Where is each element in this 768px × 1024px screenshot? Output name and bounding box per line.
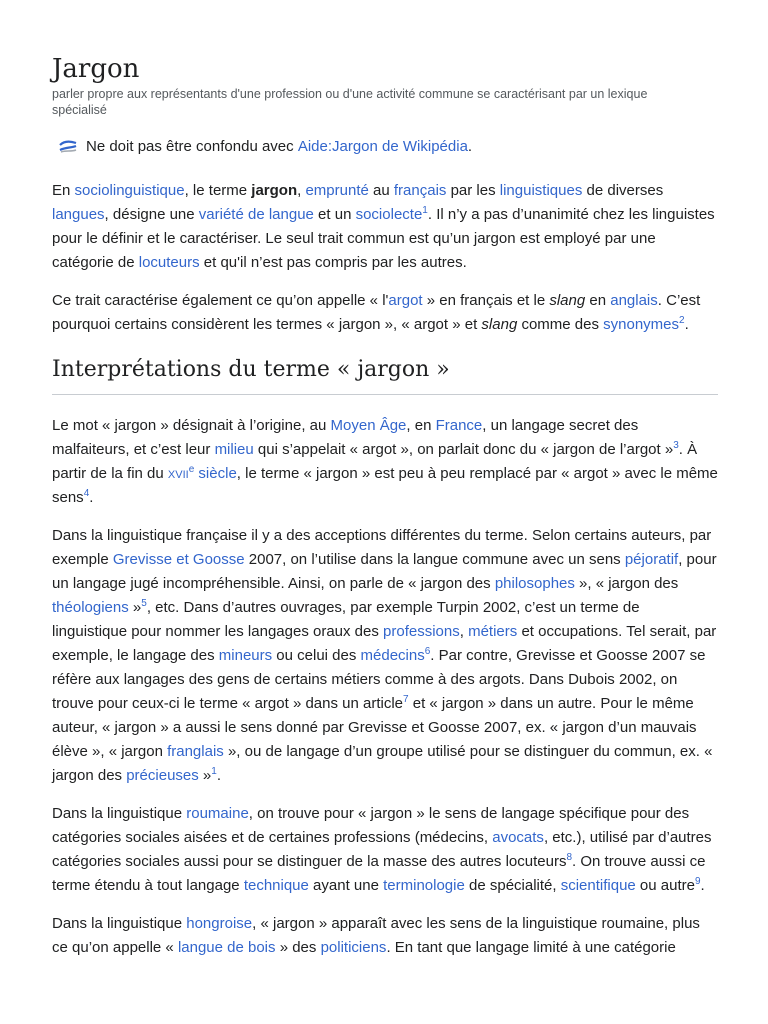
- text: en: [585, 292, 611, 309]
- bold-term: jargon: [251, 182, 298, 199]
- text: » des: [275, 939, 321, 956]
- text: et occupations. Tel serait, par exemple, le langage des: [52, 623, 717, 664]
- paragraph-3: [52, 414, 718, 510]
- text: Le mot « jargon » désignait à l’origine, au: [52, 417, 331, 434]
- link-roumaine[interactable]: roumaine: [186, 805, 249, 822]
- link-variete-de-langue[interactable]: variété de langue: [198, 206, 314, 223]
- link-langue-de-bois[interactable]: langue de bois: [177, 939, 276, 956]
- link-anglais[interactable]: anglais: [610, 292, 658, 309]
- footnote-ref[interactable]: 4: [83, 488, 90, 499]
- link-metiers[interactable]: métiers: [468, 623, 518, 640]
- text: comme des: [517, 316, 604, 333]
- hatnote-link[interactable]: Aide:Jargon de Wikipédia: [297, 138, 468, 155]
- link-synonymes[interactable]: synonymes: [603, 316, 680, 333]
- text: et qu'il n’est pas compris par les autres.: [199, 254, 467, 271]
- article-body: [52, 179, 718, 974]
- link-franglais[interactable]: franglais: [167, 743, 224, 760]
- section-heading: Interprétations du terme « jargon »: [52, 355, 718, 395]
- text: 2007, on l’utilise dans la langue commune avec un sens: [244, 551, 625, 568]
- century-numeral: xvii: [167, 465, 189, 482]
- text: » en français et le: [422, 292, 550, 309]
- link-francais[interactable]: français: [393, 182, 447, 199]
- paragraph-6: [52, 912, 718, 960]
- text: En: [52, 182, 75, 199]
- footnote-ref[interactable]: 8: [566, 852, 573, 863]
- link-france[interactable]: France: [435, 417, 483, 434]
- text: . À partir de la fin du: [52, 441, 698, 482]
- link-technique[interactable]: technique: [243, 877, 309, 894]
- text: . En tant que langage limité à une catégorie: [386, 939, 676, 956]
- link-text: siècle: [194, 465, 237, 482]
- hatnote-suffix: .: [467, 138, 473, 155]
- text: Ce trait caractérise également ce qu’on appelle « l': [52, 292, 389, 309]
- text: . Il n’y a pas d’unanimité chez les linguistes pour le définir et le caractériser. Le seul trait commun est qu’un jargon est employé par une catégorie de: [52, 206, 715, 271]
- link-xviie-siecle[interactable]: [168, 465, 237, 482]
- text: de diverses: [582, 182, 664, 199]
- text: .: [700, 877, 705, 894]
- text: . C’est pourquoi certains considèrent les termes « jargon », « argot » et: [52, 292, 701, 333]
- link-locuteurs[interactable]: locuteurs: [138, 254, 200, 271]
- footnote-ref[interactable]: 5: [141, 598, 147, 609]
- footnote-ref[interactable]: 6: [424, 646, 431, 657]
- footnote-ref[interactable]: 3: [673, 440, 679, 451]
- link-moyen-age[interactable]: Moyen Âge: [330, 417, 407, 434]
- link-politiciens[interactable]: politiciens: [320, 939, 387, 956]
- text: ,: [459, 623, 469, 640]
- text: ou celui des: [272, 647, 361, 664]
- text: ayant une: [308, 877, 384, 894]
- text: Dans la linguistique: [52, 915, 187, 932]
- text: », ou de langage d’un groupe utilisé pour se distinguer du commun, ex. « jargon des: [52, 743, 713, 784]
- link-scientifique[interactable]: scientifique: [560, 877, 636, 894]
- text: . Par contre, Grevisse et Goosse 2007 se réfère aux langages des gens de certains métiers comme à des argots. Dans Dubois 2002, on trouve pour ceux-ci le terme « argot » dans un article: [52, 647, 706, 712]
- link-sociolinguistique[interactable]: sociolinguistique: [74, 182, 185, 199]
- paragraph-5: [52, 802, 718, 898]
- footnote-ref[interactable]: 2: [679, 315, 685, 326]
- text: . On trouve aussi ce terme étendu à tout langage: [52, 853, 706, 894]
- text: par les: [446, 182, 500, 199]
- link-pejoratif[interactable]: péjoratif: [624, 551, 679, 568]
- link-milieu[interactable]: milieu: [214, 441, 254, 458]
- text: Dans la linguistique: [52, 805, 187, 822]
- text: »: [128, 599, 142, 616]
- text: , « jargon » apparaît avec les sens de la linguistique roumaine, plus ce qu’on appelle «: [52, 915, 700, 956]
- text: », « jargon des: [574, 575, 679, 592]
- text: , le terme: [184, 182, 252, 199]
- page-description: parler propre aux représentants d'une profession ou d'une activité commune se caractérisant par un lexique spécialisé: [52, 87, 648, 117]
- hatnote: [58, 137, 472, 157]
- paragraph-4: [52, 524, 718, 788]
- footnote-ref[interactable]: 9: [694, 876, 701, 887]
- link-terminologie[interactable]: terminologie: [383, 877, 465, 894]
- footnote-ref[interactable]: 1: [422, 205, 428, 216]
- text: de spécialité,: [464, 877, 561, 894]
- link-sociolecte[interactable]: sociolecte: [355, 206, 423, 223]
- italic-term: slang: [481, 316, 518, 333]
- page-title: Jargon: [52, 54, 140, 84]
- paragraph-1: [52, 179, 718, 275]
- link-hongroise[interactable]: hongroise: [186, 915, 253, 932]
- text: .: [216, 767, 222, 784]
- link-avocats[interactable]: avocats: [492, 829, 544, 846]
- disambiguation-icon: [58, 140, 78, 154]
- link-professions[interactable]: professions: [383, 623, 460, 640]
- text: .: [89, 489, 94, 506]
- text: qui s’appelait « argot », on parlait donc du « jargon de l’argot »: [253, 441, 674, 458]
- link-grevisse-goosse[interactable]: Grevisse et Goosse: [112, 551, 245, 568]
- text: , désigne une: [104, 206, 199, 223]
- text: ,: [297, 182, 306, 199]
- text: , le terme « jargon » est peu à peu remplacé par « argot » avec le même sens: [52, 465, 718, 506]
- hatnote-prefix: Ne doit pas être confondu avec: [86, 138, 294, 155]
- text: , etc. Dans d’autres ouvrages, par exemple Turpin 2002, c’est un terme de linguistique pour nommer les langages oraux des: [52, 599, 640, 640]
- footnote-ref[interactable]: 1: [211, 766, 217, 777]
- text: , en: [406, 417, 436, 434]
- link-theologiens[interactable]: théologiens: [52, 599, 129, 616]
- text: .: [684, 316, 689, 333]
- text: , un langage secret des malfaiteurs, et c’est leur: [52, 417, 639, 458]
- link-medecins[interactable]: médecins: [360, 647, 425, 664]
- link-emprunte[interactable]: emprunté: [305, 182, 369, 199]
- link-linguistiques[interactable]: linguistiques: [499, 182, 583, 199]
- footnote-ref[interactable]: 7: [403, 694, 409, 705]
- text: , etc.), utilisé par d’autres catégories sociales aussi pour se distinguer de la masse des autres locuteurs: [52, 829, 712, 870]
- text: au: [368, 182, 394, 199]
- superscript: e: [188, 464, 195, 475]
- text: , on trouve pour « jargon » le sens de langage spécifique pour des catégories sociales aisées et de certaines professions (médecins,: [52, 805, 690, 846]
- text: »: [198, 767, 212, 784]
- link-precieuses[interactable]: précieuses: [126, 767, 199, 784]
- text: , pour un langage jugé incompréhensible. Ainsi, on parle de « jargon des: [52, 551, 717, 592]
- paragraph-2: [52, 289, 718, 337]
- text: et un: [313, 206, 356, 223]
- link-philosophes[interactable]: philosophes: [494, 575, 575, 592]
- link-langues[interactable]: langues: [52, 206, 105, 223]
- text: ou autre: [635, 877, 695, 894]
- link-argot[interactable]: argot: [388, 292, 423, 309]
- text: et « jargon » dans un autre. Pour le même auteur, « jargon » a aussi le sens donné par Grevisse et Goosse 2007, ex. « jargon d’un mauvais élève », « jargon: [52, 695, 697, 760]
- link-mineurs[interactable]: mineurs: [218, 647, 273, 664]
- italic-term: slang: [549, 292, 586, 309]
- text: Dans la linguistique française il y a des acceptions différentes du terme. Selon certains auteurs, par exemple: [52, 527, 712, 568]
